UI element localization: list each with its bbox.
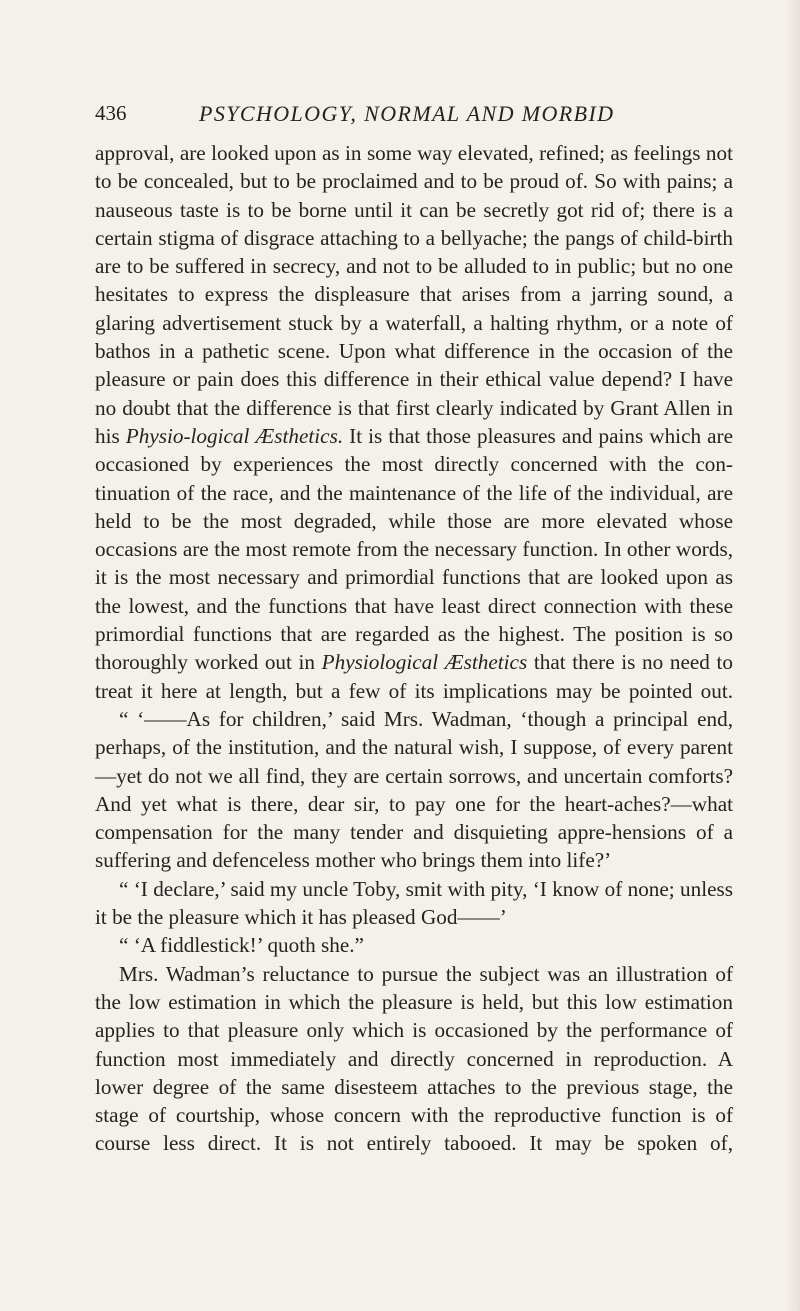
italic-title: Physiological Æsthetics xyxy=(321,650,528,675)
body-text xyxy=(95,139,733,1158)
running-head: PSYCHOLOGY, NORMAL AND MORBID xyxy=(199,101,615,126)
page-header xyxy=(95,101,735,131)
text-span: “ ‘——As for children,’ said Mrs. Wadman, ‘though a principal end, perhaps, of the institution, and the natural wish, I suppose, of every parent—yet do not we all find, they are certain sorrows, and uncertain comforts? And yet what is there, dear sir, to pay one for the heart-aches?—what compensation for the many tender and disquieting appre-hensions of a suffering and defenceless mother who brings them into life?’ xyxy=(95,706,733,873)
text-span: that there is no need to treat it here at length, but a few of its implications may be pointed out. xyxy=(95,650,733,703)
text-span: “ ‘A fiddlestick!’ quoth she.” xyxy=(119,933,364,958)
italic-title: Physio-logical Æsthetics. xyxy=(125,423,344,448)
text-span: It is that those pleasures and pains which are occasioned by experiences the most directly concerned with the con-tinuation of the race, and the maintenance of the life of the individual, are held to be the most degraded, while those are more elevated whose occasions are the most remote from the necessary function. In other words, it is the most necessary and primordial functions that are looked upon as the lowest, and the functions that have least direct connection with these primordial functions that are regarded as the highest. The position is so thoroughly worked out in xyxy=(95,423,733,675)
text-span: approval, are looked upon as in some way elevated, refined; as feelings not to be concealed, but to be proclaimed and to be proud of. So with pains; a nauseous taste is to be borne until it can be secretly got rid of; there is a certain stigma of disgrace attaching to a bellyache; the pangs of child-birth are to be suffered in secrecy, and not to be alluded to in public; but no one hesitates to express the displeasure that arises from a jarring sound, a glaring advertisement stuck by a waterfall, a halting rhythm, or a note of bathos in a pathetic scene. Upon what difference in the occasion of the pleasure or pain does this difference in their ethical value depend? I have no doubt that the difference is that first clearly indicated by Grant Allen in his xyxy=(95,141,733,448)
text-span: Mrs. Wadman’s reluctance to pursue the subject was an illustration of the low estimation in which the pleasure is held, but this low estimation applies to that pleasure only which is occasioned by the performance of function most immediately and directly concerned in reproduction. A lower degree of the same disesteem attaches to the previous stage, the stage of courtship, whose concern with the reproductive function is of course less direct. It is not entirely tabooed. It may be spoken of, xyxy=(95,961,733,1156)
page-edge-shadow xyxy=(786,0,800,1311)
paragraph xyxy=(95,960,733,1158)
text-span: “ ‘I declare,’ said my uncle Toby, smit with pity, ‘I know of none; unless it be the pleasure which it has pleased God——’ xyxy=(95,876,733,930)
paragraph-quote xyxy=(95,705,733,875)
page-number: 436 xyxy=(95,101,127,125)
paragraph xyxy=(95,139,733,705)
paragraph-quote xyxy=(95,931,733,959)
paragraph-quote xyxy=(95,875,733,932)
